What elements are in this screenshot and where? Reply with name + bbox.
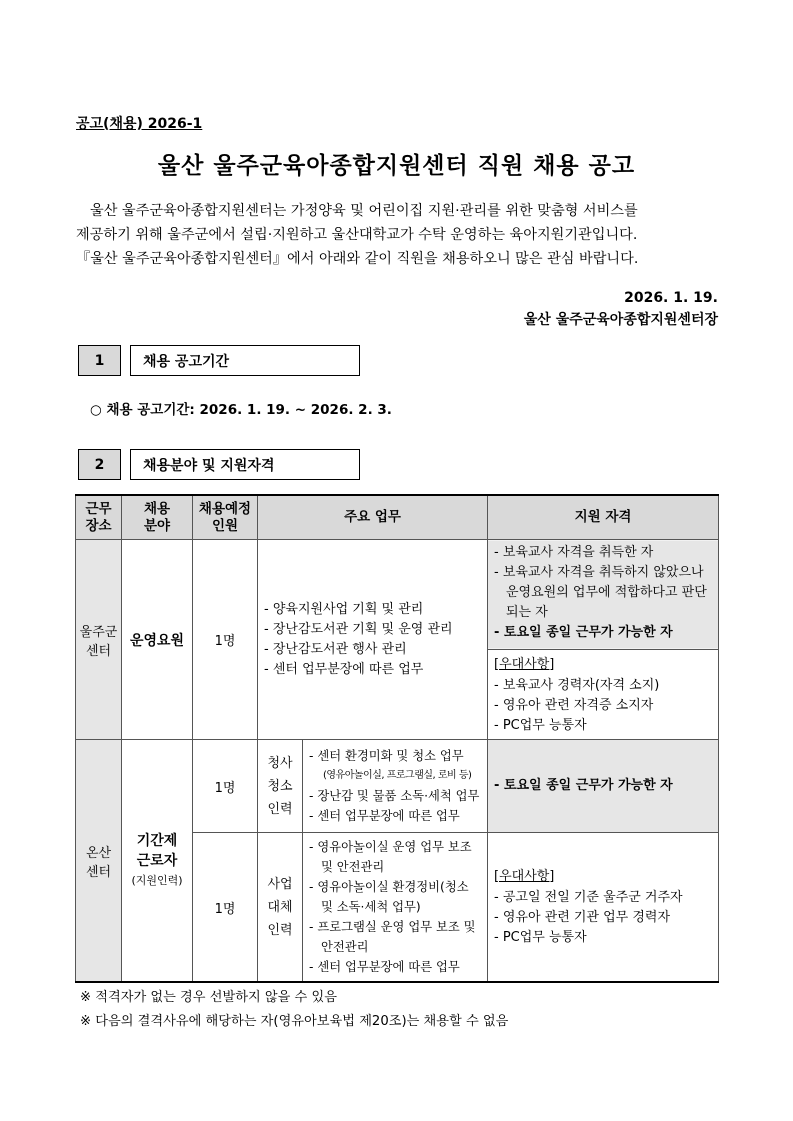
table-row — [76, 540, 719, 740]
list-item: - 영유아 관련 자격증 소지자 — [494, 698, 654, 713]
footnotes — [80, 986, 508, 1034]
row3-role: 사업 대체 인력 — [258, 833, 303, 983]
list-item: - 장난감도서관 행사 관리 — [264, 641, 407, 657]
list-item: - 프로그램실 운영 업무 보조 및 안전관리 — [309, 920, 476, 954]
list-item: - 센터 업무분장에 따른 업무 — [264, 661, 424, 677]
list-item: - 장난감도서관 기획 및 운영 관리 — [264, 621, 453, 637]
list-item: - 영유아놀이실 환경정비(청소 및 소독·세척 업무) — [309, 880, 469, 914]
row1-place: 울주군 센터 — [76, 540, 122, 740]
recruitment-period: ○ 채용 공고기간: 2026. 1. 19. ~ 2026. 2. 3. — [90, 402, 392, 418]
header-count: 채용예정 인원 — [193, 495, 258, 540]
row3-count: 1명 — [193, 833, 258, 983]
row2-count: 1명 — [193, 740, 258, 833]
header-duty: 주요 업무 — [258, 495, 488, 540]
list-item: - 보육교사 경력자(자격 소지) — [494, 678, 660, 693]
row1-qualifications — [488, 540, 719, 740]
row2-duties — [303, 740, 488, 833]
section-2-title: 채용분야 및 지원자격 — [130, 449, 360, 480]
list-item: - 영유아 관련 기관 업무 경력자 — [494, 910, 671, 925]
list-item: - 센터 환경미화 및 청소 업무 — [309, 749, 464, 763]
intro-line-2: 제공하기 위해 울주군에서 설립·지원하고 울산대학교가 수탁 운영하는 육아지원기관입니다. — [76, 227, 638, 243]
footnote: ※ 다음의 결격사유에 해당하는 자(영유아보육법 제20조)는 채용할 수 없음 — [80, 1014, 509, 1029]
intro-line-3: 『울산 울주군육아종합지원센터』에서 아래와 같이 직원을 채용하오니 많은 관심 바랍니다. — [76, 251, 639, 267]
list-item: - 공고일 전일 기준 울주군 거주자 — [494, 890, 683, 905]
row1-prefer-title: [우대사항] — [494, 657, 555, 672]
list-item: - 장난감 및 물품 소독·세척 업무 — [309, 789, 480, 803]
list-item: - 센터 업무분장에 따른 업무 — [309, 960, 460, 974]
issue-block — [524, 287, 718, 331]
section-1-title: 채용 공고기간 — [130, 345, 360, 376]
section-2-number: 2 — [78, 449, 121, 480]
list-item: - 보육교사 자격을 취득한 자 — [494, 545, 654, 560]
recruitment-table — [75, 494, 719, 983]
row2-field: 기간제 근로자 (지원인력) — [122, 740, 193, 983]
list-item: - 양육지원사업 기획 및 관리 — [264, 601, 424, 617]
row2-place: 온산 센터 — [76, 740, 122, 983]
list-item: - 영유아놀이실 운영 업무 보조 및 안전관리 — [309, 840, 472, 874]
header-place: 근무 장소 — [76, 495, 122, 540]
page-title: 울산 울주군육아종합지원센터 직원 채용 공고 — [157, 153, 636, 179]
list-item: - 보육교사 자격을 취득하지 않았으나 운영요원의 업무에 적합하다고 판단되는 자 — [494, 565, 707, 620]
row3-qualifications — [488, 833, 719, 983]
intro-paragraph — [76, 199, 719, 271]
row3-duties — [303, 833, 488, 983]
issuer: 울산 울주군육아종합지원센터장 — [523, 312, 718, 328]
table-row — [76, 740, 719, 833]
row1-count: 1명 — [193, 540, 258, 740]
table-header-row — [76, 495, 719, 540]
notice-number: 공고(채용) 2026-1 — [76, 116, 203, 132]
list-item: (영유아놀이실, 프로그램실, 로비 등) — [323, 770, 472, 781]
section-1-number: 1 — [78, 345, 121, 376]
issue-date: 2026. 1. 19. — [624, 290, 718, 306]
header-qualification: 지원 자격 — [488, 495, 719, 540]
list-item: - 토요일 종일 근무가 가능한 자 — [494, 625, 673, 640]
list-item: - PC업무 능통자 — [494, 930, 587, 945]
row2-qualifications — [488, 740, 719, 833]
row2-role: 청사 청소 인력 — [258, 740, 303, 833]
row1-field: 운영요원 — [122, 540, 193, 740]
row3-prefer-title: [우대사항] — [494, 869, 555, 884]
divider — [488, 649, 718, 650]
intro-line-1: 울산 울주군육아종합지원센터는 가정양육 및 어린이집 지원·관리를 위한 맞춤형 서비스를 — [90, 203, 638, 219]
list-item: - 토요일 종일 근무가 가능한 자 — [494, 778, 673, 793]
header-field: 채용 분야 — [122, 495, 193, 540]
list-item: - PC업무 능통자 — [494, 718, 587, 733]
footnote: ※ 적격자가 없는 경우 선발하지 않을 수 있음 — [80, 990, 337, 1005]
row1-duties — [258, 540, 488, 740]
list-item: - 센터 업무분장에 따른 업무 — [309, 809, 460, 823]
